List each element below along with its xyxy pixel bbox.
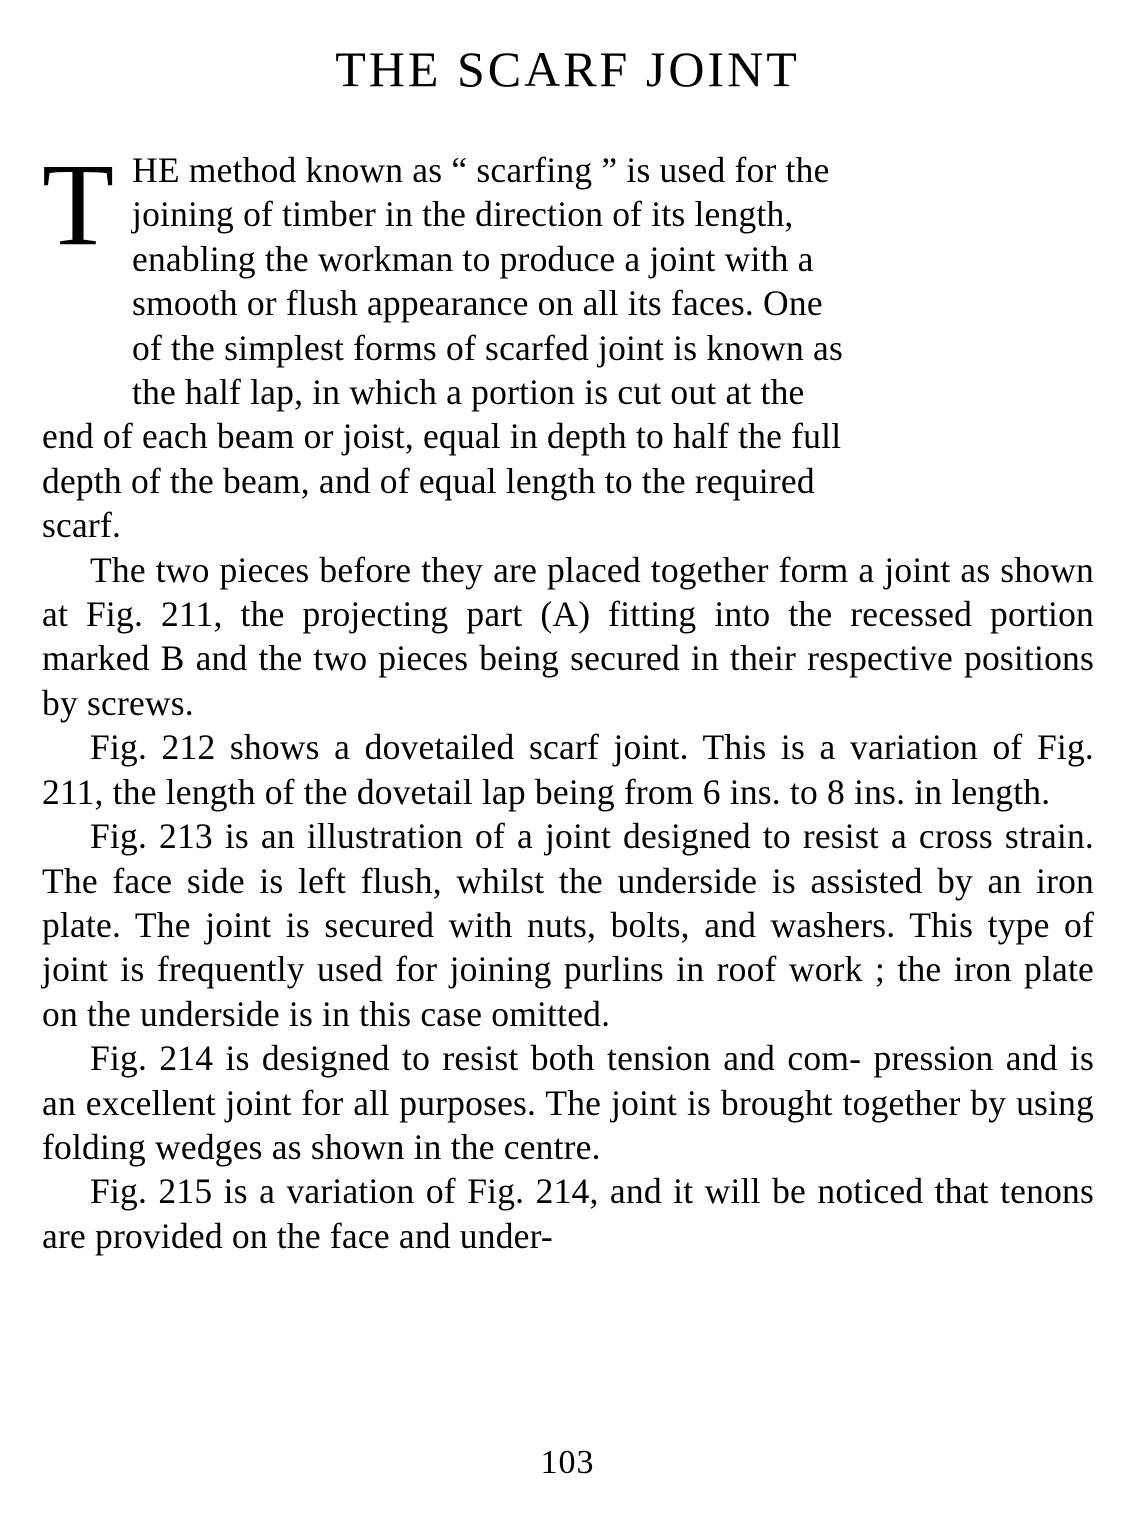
text-line: HE method known as “ scarfing ” is used for the <box>132 150 830 190</box>
paragraph-1 <box>42 139 1094 548</box>
text-line: smooth or flush appearance on all its faces. One <box>132 283 823 324</box>
text-line: the half lap, in which a portion is cut out at the <box>132 372 805 413</box>
text-line: joint as shown at Fig. 211, the projecting part (A) fitting <box>42 549 1095 635</box>
text-line: Fig. 213 is an illustration of a joint designed to resist <box>90 816 879 857</box>
paragraph-5 <box>42 1036 1094 1169</box>
text-line: secured with nuts, bolts, and washers. This type of <box>324 904 1095 945</box>
text-line: depth of the beam, and of equal length to the required <box>42 460 815 501</box>
text-line: The two pieces before they are placed together form a <box>90 549 875 590</box>
text-line: underside is assisted by an iron plate. The joint is <box>42 860 1095 945</box>
text-line: of the simplest forms of scarfed joint is known as <box>132 327 844 368</box>
body-text-column <box>42 139 1095 1258</box>
text-line: Fig. 212 shows a dovetailed scarf joint. This is a <box>90 727 836 768</box>
text-line: scarf. <box>42 505 122 546</box>
text-line: pression and is an excellent joint for all purposes. The <box>42 1038 1094 1123</box>
text-line: joint is brought together by using folding wedges as <box>42 1082 1094 1167</box>
page-title: THE SCARF JOINT <box>335 41 800 97</box>
text-line: shown in the centre. <box>310 1126 601 1167</box>
text-line: Fig. 215 is a variation of Fig. 214, and it will be <box>90 1171 807 1212</box>
text-line: enabling the workman to produce a joint with a <box>132 238 814 279</box>
text-line: a cross strain. The face side is left flush, whilst the <box>42 816 1095 901</box>
text-line: noticed that tenons are provided on the face and under- <box>42 1171 1094 1256</box>
paragraph-4 <box>42 814 1094 1036</box>
text-line: being from 6 ins. to 8 ins. in length. <box>534 771 1051 812</box>
text-line: Fig. 214 is designed to resist both tension and com- <box>90 1038 862 1079</box>
paragraph-2 <box>42 548 1094 726</box>
text-line: joining of timber in the direction of its length, <box>132 194 794 235</box>
text-line: end of each beam or joist, equal in depth to half the full <box>42 416 842 457</box>
text-line: variation of Fig. 211, the length of the dovetail lap <box>42 727 1094 812</box>
page-number: 103 <box>540 1444 595 1481</box>
text-line: into the recessed portion marked B and the two pieces <box>42 594 1094 679</box>
paragraph-6 <box>42 1169 1094 1258</box>
drop-cap-letter: T <box>42 139 115 270</box>
text-line: joint is frequently used for joining purlins in roof work ; <box>42 949 886 990</box>
text-line: being secured in their respective positions by screws. <box>42 638 1095 723</box>
text-line: the iron plate on the underside is in this case omitted. <box>42 949 1095 1034</box>
paragraph-3 <box>42 725 1094 814</box>
